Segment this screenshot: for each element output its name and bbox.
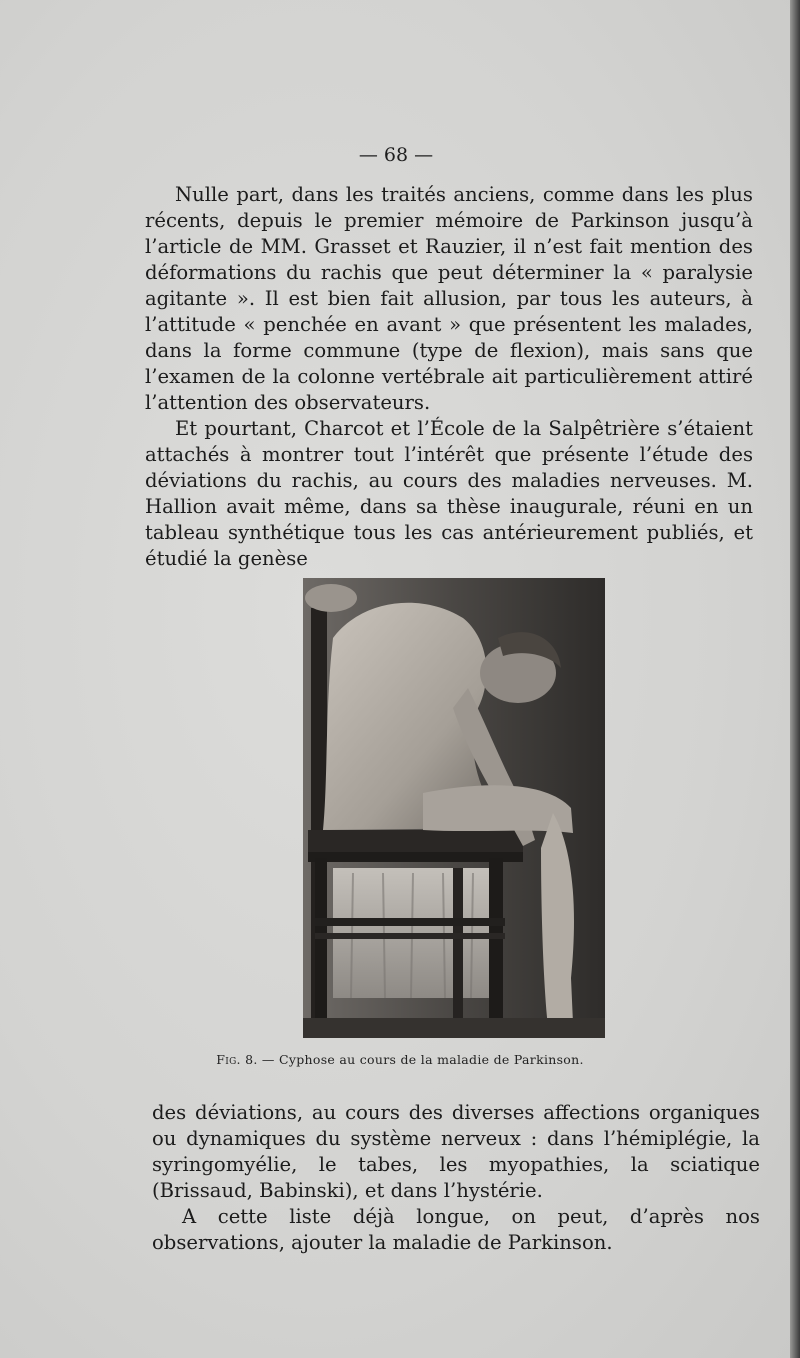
figure-caption bbox=[0, 1052, 800, 1067]
figure-photograph bbox=[303, 578, 605, 1038]
text-block-top bbox=[145, 182, 753, 572]
paragraph: des déviations, au cours des diverses affections organiques ou dynamiques du système nerveux : dans l’hémiplégie, la syringomyélie, le tabes, les myopathies, la sciatique (Brissaud, Babinski), et dans l’hystérie. bbox=[152, 1101, 760, 1202]
page-number: — 68 — bbox=[358, 144, 434, 166]
figure-caption-text: — Cyphose au cours de la maladie de Parkinson. bbox=[261, 1052, 584, 1067]
figure-label: Fig. 8. bbox=[216, 1052, 258, 1067]
paragraph: Nulle part, dans les traités anciens, comme dans les plus récents, depuis le premier mémoire de Parkinson jusqu’à l’article de MM. Grasset et Rauzier, il n’est fait mention des déformations du rachis que peut déterminer la « paralysie agitante ». Il est bien fait allusion, par tous les auteurs, à l’attitude « penchée en avant » que présentent les malades, dans la forme commune (type de flexion), mais sans que l’examen de la colonne vertébrale ait particulièrement attiré l’attention des observateurs. bbox=[145, 183, 753, 414]
photograph-patient-seated bbox=[303, 578, 605, 1038]
page-edge-shadow bbox=[790, 0, 800, 1358]
text-block-bottom bbox=[152, 1100, 760, 1256]
paragraph: Et pourtant, Charcot et l’École de la Salpêtrière s’étaient attachés à montrer tout l’intérêt que présente l’étude des déviations du rachis, au cours des maladies nerveuses. M. Hallion avait même, dans sa thèse inaugurale, réuni en un tableau synthétique tous les cas antérieurement publiés, et étudié la genèse bbox=[145, 417, 753, 570]
paragraph: A cette liste déjà longue, on peut, d’après nos observations, ajouter la maladie de Parkinson. bbox=[152, 1205, 760, 1254]
